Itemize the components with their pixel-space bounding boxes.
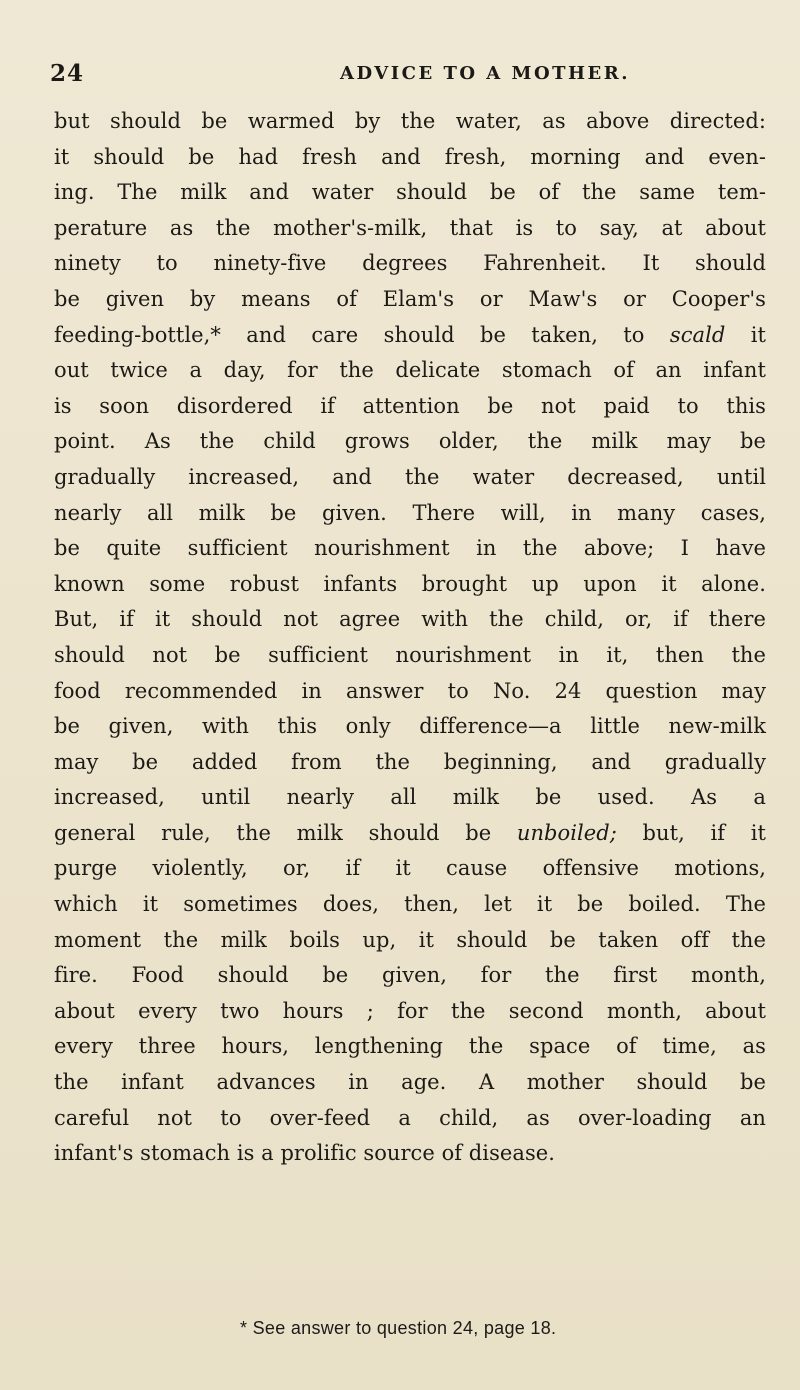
text-line: ing. The milk and water should be of the same tem- [54,180,766,205]
text-line: fire. Food should be given, for the first month, [54,963,766,988]
text-line: ninety to ninety-five degrees Fahrenheit. It should [54,251,766,276]
text-line: gradually increased, and the water decreased, until [54,464,766,489]
text-line: known some robust infants brought up upon it alone. [54,571,766,596]
italic-word: unboiled; [516,820,617,845]
text-segment: it [750,322,766,347]
text-line [54,816,766,852]
text-line: infant's stomach is a prolific source of disease. [54,1141,555,1166]
text-line: the infant advances in age. A mother should be [54,1070,766,1095]
text-line: is soon disordered if attention be not paid to this [54,393,766,418]
text-line: out twice a day, for the delicate stomach of an infant [54,358,766,383]
text-line: nearly all milk be given. There will, in many cases, [54,500,766,525]
italic-word: scald [669,322,726,347]
text-line: be given, with this only difference—a little new-milk [54,714,766,739]
text-line: food recommended in answer to No. 24 question may [54,678,766,703]
text-line: moment the milk boils up, it should be taken off the [54,927,766,952]
footnote: * See answer to question 24, page 18. [240,1318,557,1338]
text-segment: but, if it [642,820,767,845]
text-line: purge violently, or, if it cause offensive motions, [54,856,766,881]
running-title: ADVICE TO A MOTHER. [340,63,630,84]
text-line: careful not to over-feed a child, as over-loading an [54,1105,766,1130]
running-head [50,60,770,90]
text-line: which it sometimes does, then, let it be boiled. The [54,892,766,917]
text-line: it should be had fresh and fresh, morning and even- [54,144,766,169]
text-line: be given by means of Elam's or Maw's or Cooper's [54,286,766,311]
text-segment: general rule, the milk should be [54,820,492,845]
text-line: about every two hours ; for the second month, about [54,998,766,1023]
page-number: 24 [50,60,85,87]
text-line: may be added from the beginning, and gradually [54,749,766,774]
text-line: perature as the mother's-milk, that is to say, at about [54,215,766,240]
body-text [54,104,766,1172]
text-line: increased, until nearly all milk be used. As a [54,785,766,810]
text-line [54,318,766,354]
text-line: be quite sufficient nourishment in the above; I have [54,536,766,561]
text-line: should not be sufficient nourishment in it, then the [54,642,766,667]
text-line: but should be warmed by the water, as above directed: [54,109,766,133]
text-line: every three hours, lengthening the space of time, as [54,1034,766,1059]
text-line: point. As the child grows older, the milk may be [54,429,766,454]
text-line: But, if it should not agree with the child, or, if there [54,607,766,632]
text-segment: feeding-bottle,* and care should be taken, to [54,322,645,347]
